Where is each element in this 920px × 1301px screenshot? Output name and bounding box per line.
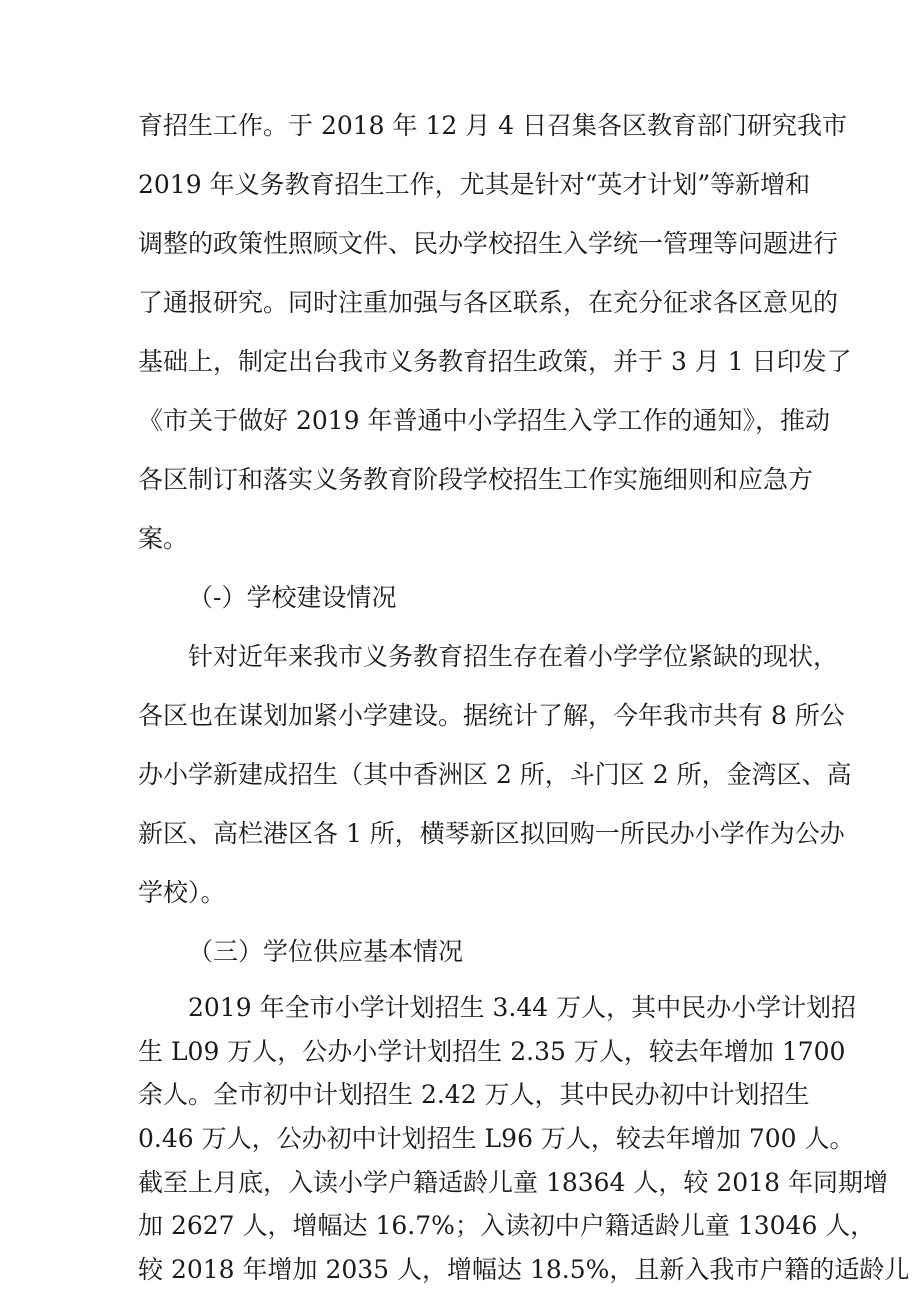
paragraph-line: 了通报研究。同时注重加强与各区联系，在充分征求各区意见的 [138, 288, 839, 317]
paragraph-line: 学校）。 [138, 878, 226, 907]
paragraph-line: 截至上月底，入读小学户籍适龄儿童 18364 人，较 2018 年同期增 [138, 1168, 888, 1197]
section-heading: （三）学位供应基本情况 [188, 937, 464, 966]
paragraph-line: 针对近年来我市义务教育招生存在着小学学位紧缺的现状， [188, 642, 839, 671]
paragraph-line: 各区也在谋划加紧小学建设。据统计了解，今年我市共有 8 所公 [138, 701, 845, 730]
paragraph-line: 2019 年全市小学计划招生 3.44 万人，其中民办小学计划招 [188, 993, 857, 1022]
paragraph-line: 0.46 万人，公办初中计划招生 L96 万人，较去年增加 700 人。 [138, 1124, 855, 1153]
paragraph-line: 加 2627 人，增幅达 16.7%；入读初中户籍适龄儿童 13046 人， [138, 1211, 876, 1240]
paragraph-line: 生 L09 万人，公办小学计划招生 2.35 万人，较去年增加 1700 [138, 1037, 846, 1066]
paragraph-line: 余人。全市初中计划招生 2.42 万人，其中民办初中计划招生 [138, 1080, 810, 1109]
paragraph-line: 2019 年义务教育招生工作，尤其是针对“英才计划”等新增和 [138, 170, 811, 199]
paragraph-line: 办小学新建成招生（其中香洲区 2 所，斗门区 2 所，金湾区、高 [138, 760, 852, 789]
section-heading: （-）学校建设情况 [188, 583, 397, 612]
paragraph-line: 基础上，制定出台我市义务教育招生政策，并于 3 月 1 日印发了 [138, 347, 852, 376]
paragraph-line: 各区制订和落实义务教育阶段学校招生工作实施细则和应急方 [138, 465, 814, 494]
paragraph-line: 新区、高栏港区各 1 所，横琴新区拟回购一所民办小学作为公办 [138, 819, 845, 848]
paragraph-line: 较 2018 年增加 2035 人，增幅达 18.5%，且新入我市户籍的适龄儿 [138, 1255, 910, 1284]
paragraph-line: 案。 [138, 524, 189, 553]
paragraph-line: 《市关于做好 2019 年普通中小学招生入学工作的通知》，推动 [138, 406, 831, 435]
paragraph-line: 育招生工作。于 2018 年 12 月 4 日召集各区教育部门研究我市 [138, 111, 848, 140]
paragraph-line: 调整的政策性照顾文件、民办学校招生入学统一管理等问题进行 [138, 229, 839, 258]
